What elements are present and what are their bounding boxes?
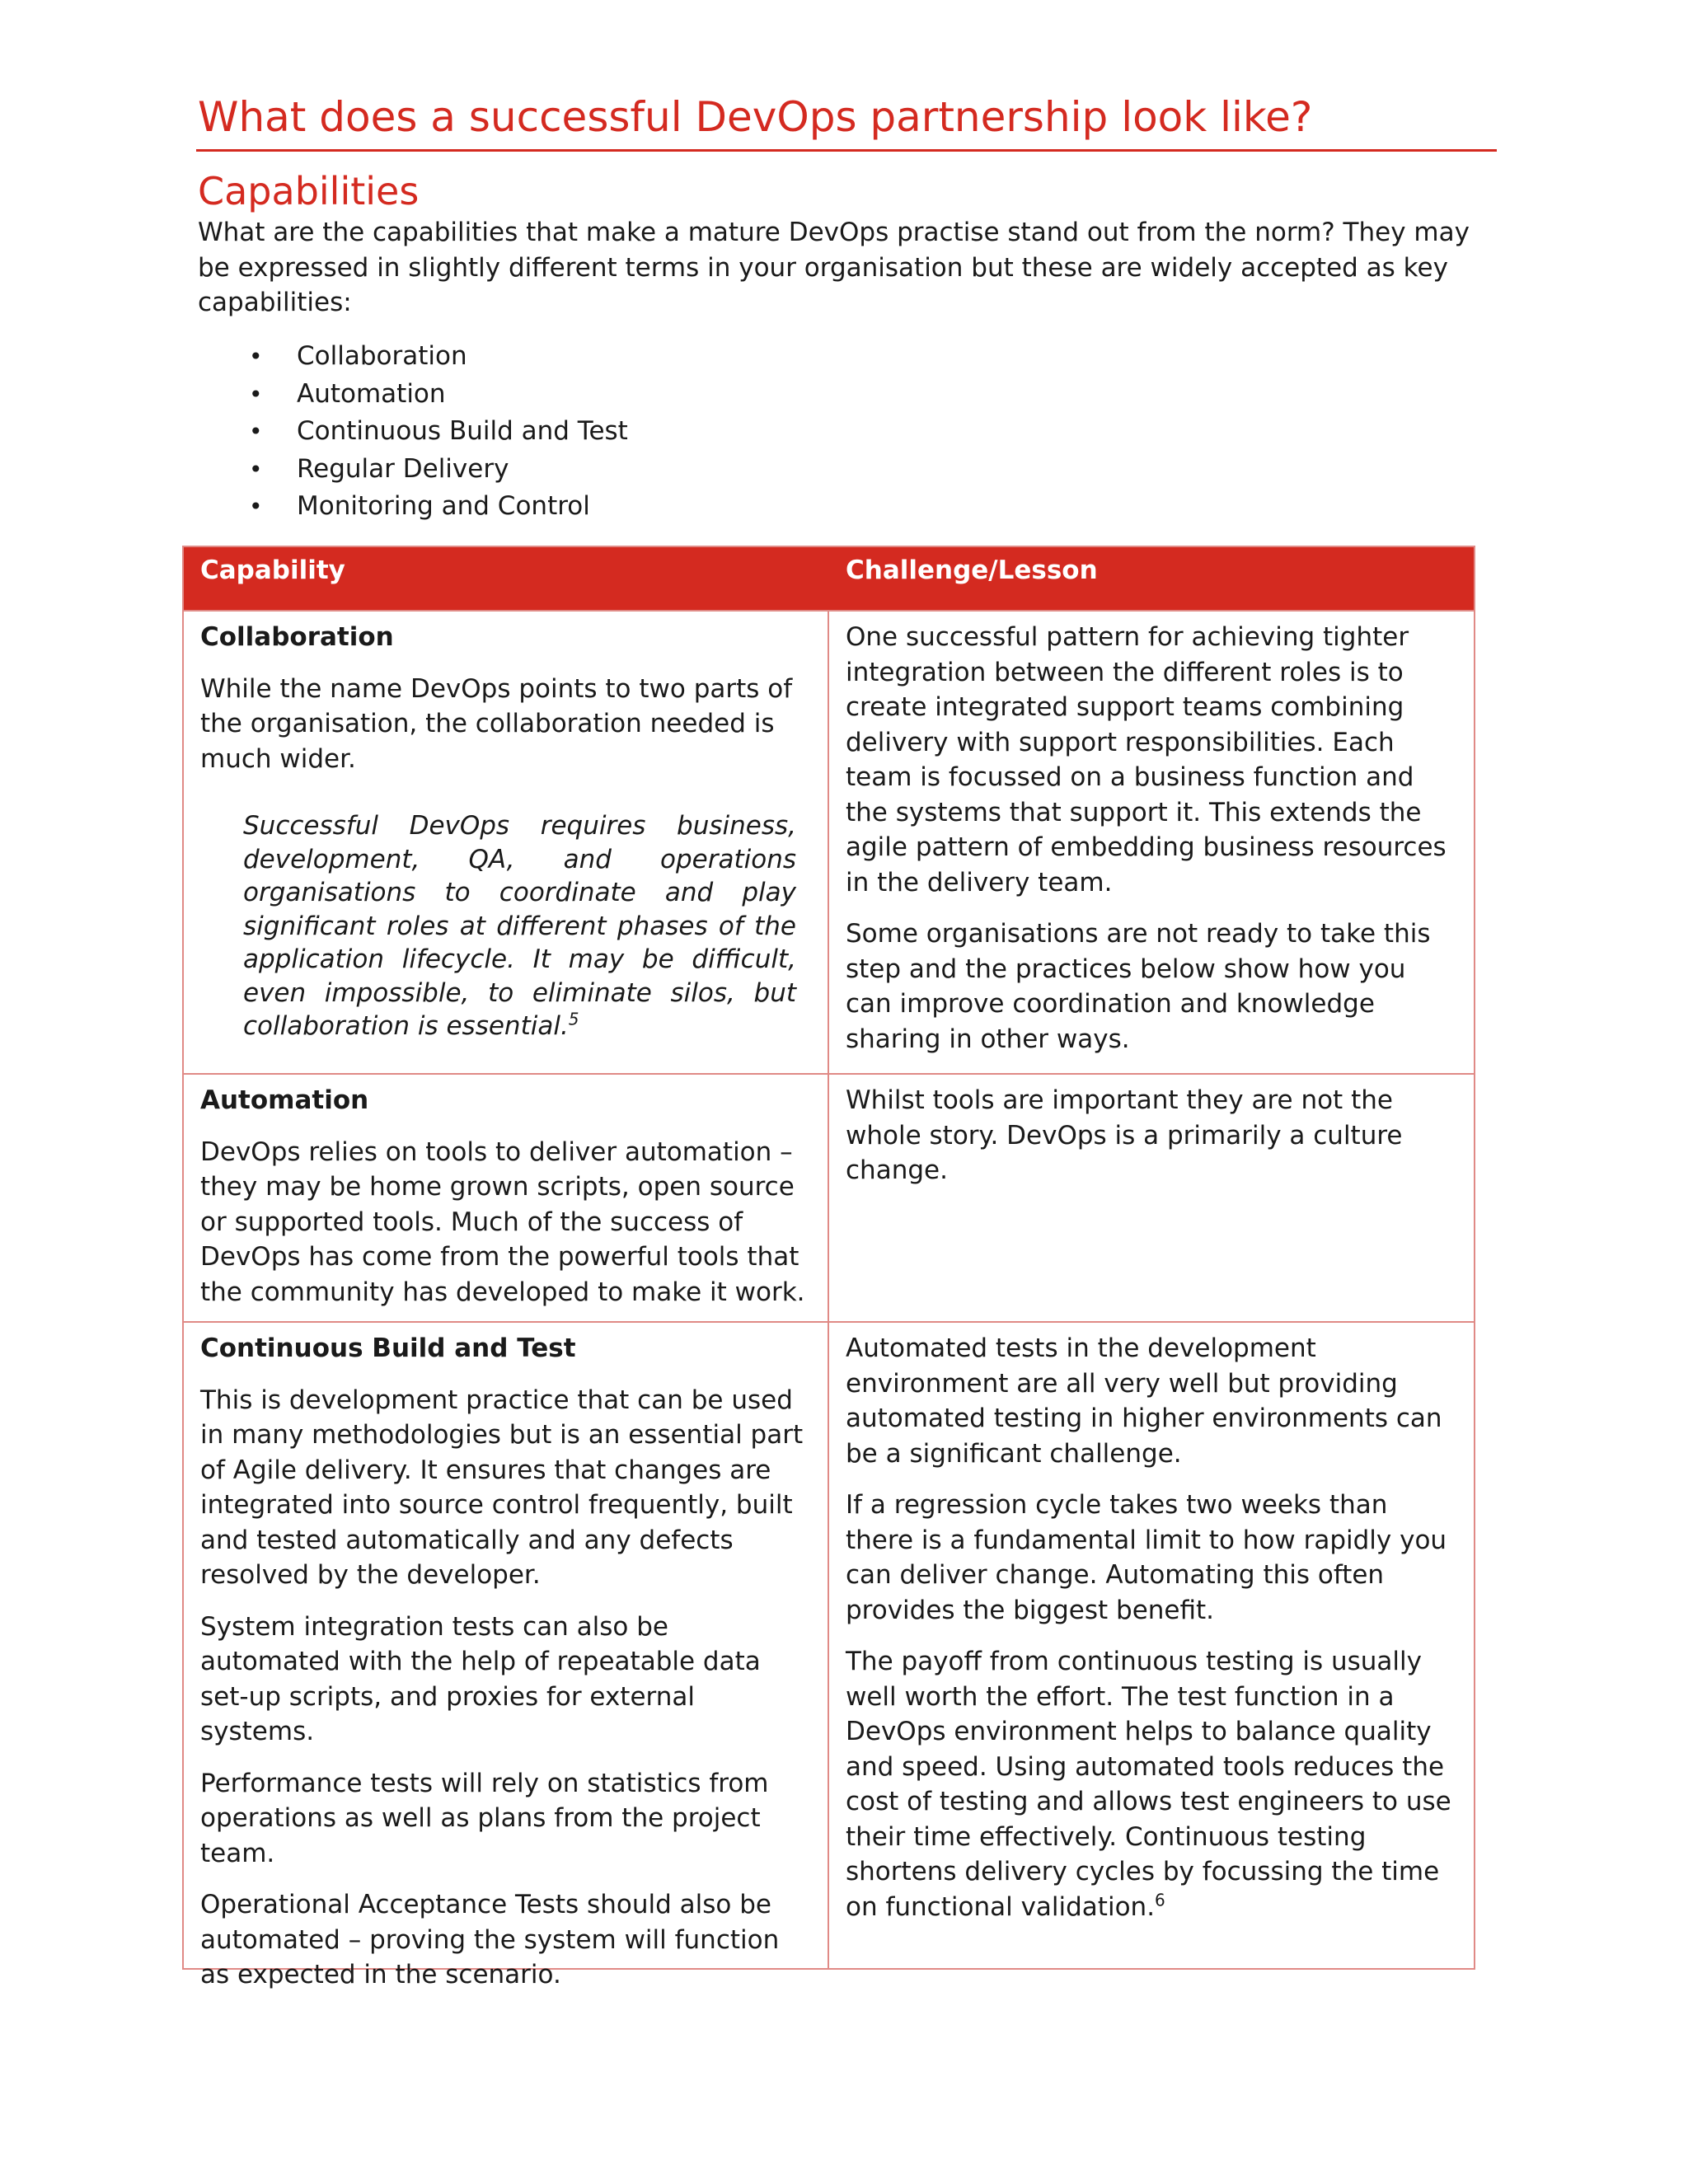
capability-description: Performance tests will rely on statistics from operations as well as plans from the project team. [200,1768,769,1868]
challenge-cell [829,1075,1474,1321]
table-row [184,1321,1474,1990]
capabilities-list [198,338,628,526]
title-underline [196,149,1497,152]
capability-name: Continuous Build and Test [200,1333,576,1363]
block-quote: Successful DevOps requires business, development, QA, and operations organisations to coordinate and play significant roles at different phases of the application lifecycle. It may be difficult, even impossible, to eliminate silos, but collaboration is essential.$^5$ [243,811,796,1041]
header-challenge-lesson: Challenge/Lesson [846,555,1098,585]
capabilities-table [182,546,1475,1990]
bullet-icon: • [249,343,263,370]
list-item: • Regular Delivery [198,451,628,489]
capability-name: Automation [200,1085,369,1115]
section-heading: Capabilities [198,169,420,213]
capability-cell [184,1323,829,1990]
capability-name: Collaboration [200,622,394,652]
challenge-paragraph: If a regression cycle takes two weeks than there is a fundamental limit to how rapidly you can deliver change. Automating this often provides the biggest benefit. [846,1490,1447,1625]
table-row [184,1073,1474,1321]
challenge-paragraph: Whilst tools are important they are not the whole story. DevOps is a primarily a culture change. [846,1085,1403,1185]
challenge-paragraph: One successful pattern for achieving tighter integration between the different roles is to create integrated support teams combining delivery with support responsibilities. Each team is focussed on a business function and the systems that support it. This extends the agile pattern of embedding business resources in the delivery team. [846,622,1447,898]
list-item: • Collaboration [198,338,628,376]
capability-cell [184,612,829,1073]
challenge-paragraph: Automated tests in the development environment are all very well but providing automated testing in higher environments can be a significant challenge. [846,1333,1442,1469]
capability-description: This is development practice that can be used in many methodologies but is an essential part of Agile delivery. It ensures that changes are integrated into source control frequently, built and tested automatically and any defects resolved by the developer. [200,1385,804,1590]
header-capability: Capability [200,555,345,585]
capability-description: While the name DevOps points to two parts of the organisation, the collaboration needed is much wider. [200,673,793,774]
challenge-cell [829,612,1474,1073]
bullet-icon: • [249,418,263,445]
capability-description: System integration tests can also be automated with the help of repeatable data set-up scripts, and proxies for external systems. [200,1611,761,1746]
list-item: • Monitoring and Control [198,488,628,526]
bullet-icon: • [249,380,263,408]
table-header-row [184,547,1474,610]
footnote-ref: 5 [568,1009,579,1029]
bullet-icon: • [249,493,263,520]
page-title: What does a successful DevOps partnership look like? [198,93,1313,141]
challenge-paragraph: Some organisations are not ready to take this step and the practices below show how you can improve coordination and knowledge sharing in other ways. [846,919,1431,1054]
intro-paragraph: What are the capabilities that make a mature DevOps practise stand out from the norm? They may be expressed in slightly different terms in your organisation but these are widely accepted as key capabilities: [198,218,1470,317]
list-item: • Continuous Build and Test [198,413,628,451]
list-item: • Automation [198,376,628,414]
bullet-icon: • [249,455,263,483]
challenge-paragraph: The payoff from continuous testing is usually well worth the effort. The test function in a DevOps environment helps to balance quality and speed. Using automated tools reduces the cost of testing and allows test engineers to use their time effectively. Continuous testing shortens delivery cycles by focussing the time on functional validation.$^6$ [846,1647,1451,1922]
table-row [184,610,1474,1073]
footnote-ref: 6 [1155,1890,1165,1910]
challenge-cell [829,1323,1474,1968]
capability-description: DevOps relies on tools to deliver automation – they may be home grown scripts, open source or supported tools. Much of the success of DevOps has come from the powerful tools that the community has developed to make it work. [200,1137,805,1307]
capability-description: Operational Acceptance Tests should also be automated – proving the system will function as expected in the scenario. [200,1890,780,1990]
capability-cell [184,1075,829,1321]
